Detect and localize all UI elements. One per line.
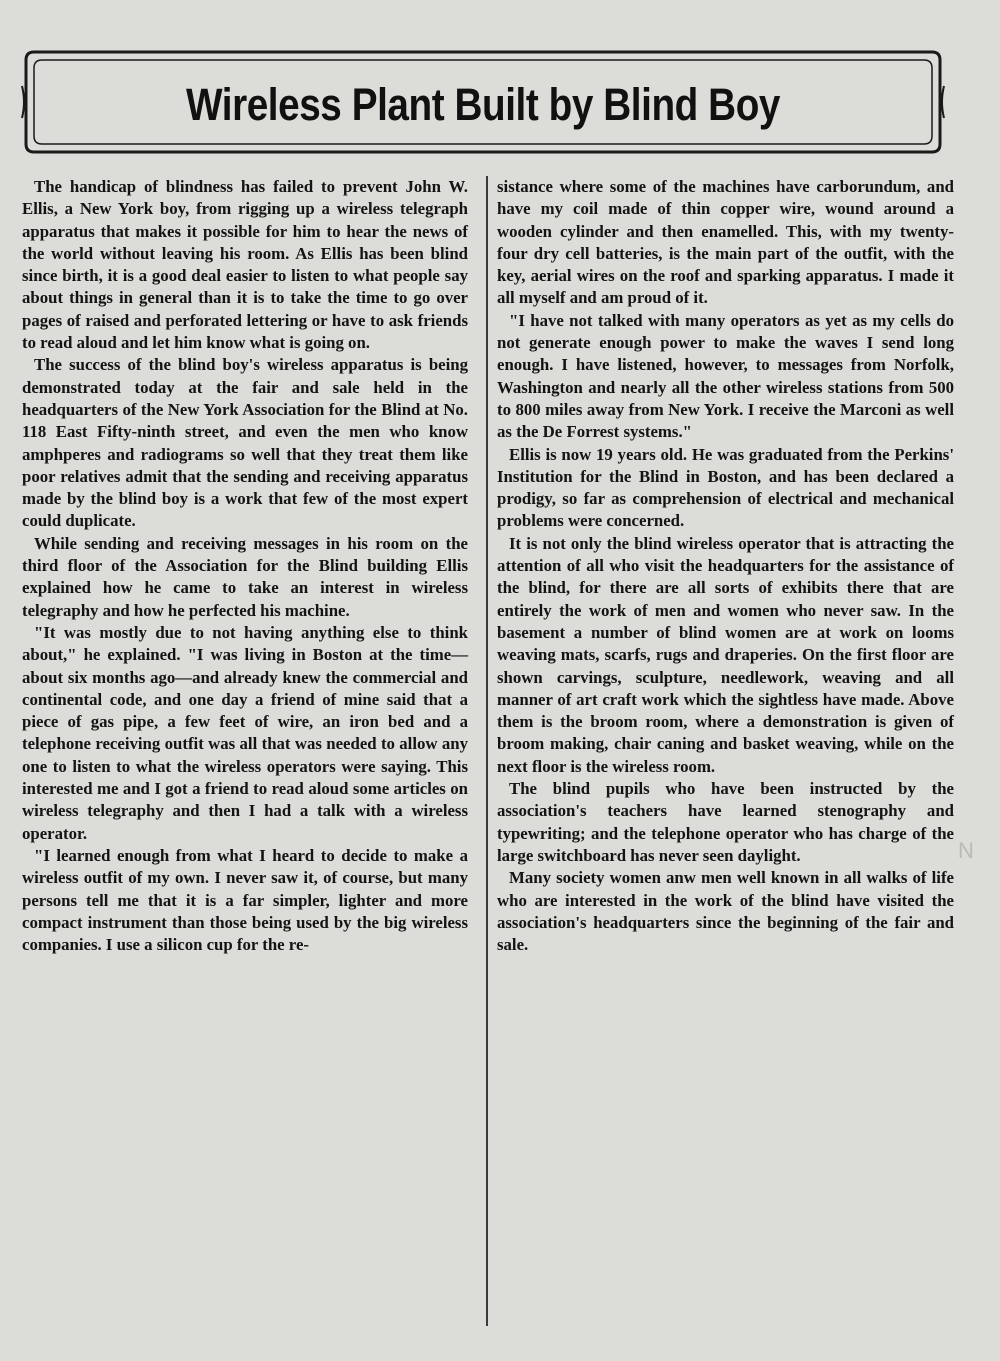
paragraph: The blind pupils who have been instructed by the association's teachers have learned stenography and typewriting; and the telephone operator who has charge of the large switchboard has never seen daylight. [497,779,954,865]
column-divider [486,176,488,1326]
paragraph: The handicap of blindness has failed to prevent John W. Ellis, a New York boy, from rigging up a wireless telegraph apparatus that makes it possible for him to hear the news of the world without leaving his room. As Ellis has been blind since birth, it is a good deal easier to listen to what people say about things in general than it is to take the time to go over pages of raised and perforated lettering or have to ask friends to read aloud and let him know what is going on. [22,177,468,353]
right-column [497,176,954,956]
paragraph: "I learned enough from what I heard to decide to make a wireless outfit of my own. I never saw it, of course, but many persons tell me that it is a far simpler, lighter and more compact instrument than those being used by the big wireless companies. I use a silicon cup for the re- [22,845,468,955]
paragraph: "I have not talked with many operators as yet as my cells do not generate enough power to make the waves I send long enough. I have listened, however, to messages from Norfolk, Washington and nearly all the other wireless stations from 500 to 800 miles away from New York. I receive the Marconi as well as the De Forrest systems." [497,310,954,442]
paragraph: While sending and receiving messages in his room on the third floor of the Association for the Blind building Ellis explained how he came to take an interest in wireless telegraphy and how he perfected his machine. [22,533,468,620]
left-column [22,176,468,956]
paragraph: It is not only the blind wireless operator that is attracting the attention of all who visit the headquarters for the assistance of the blind, for there are all sorts of exhibits there that are entirely the work of men and women who never saw. In the basement a number of blind women are at work on looms weaving mats, scarfs, rugs and draperies. On the first floor are shown carvings, sculpture, needlework, weaving and all manner of art craft work which the sightless have made. Above them is the broom room, where a demonstration is given of broom making, chair caning and basket weaving, while on the next floor is the wireless room. [497,533,954,776]
margin-mark: N [958,838,974,863]
paragraph-continued: sistance where some of the machines have carborundum, and have my coil made of thin copper wire, wound around a wooden cylinder and then enamelled. This, with my twenty-four dry cell batteries, is the main part of the outfit, with the key, aerial wires on the roof and sparking apparatus. I made it all myself and am proud of it. [497,177,954,308]
paragraph: "It was mostly due to not having anything else to think about," he explained. "I was living in Boston at the time—about six months ago—and already knew the commercial and continental code, and one day a friend of mine said that a piece of gas pipe, a few feet of wire, an iron bed and a telephone receiving outfit was all that was needed to allow any one to listen to what the wireless operators were saying. This interested me and I got a friend to read aloud some articles on wireless telegraphy and then I had a talk with a wireless operator. [22,622,468,843]
paragraph: The success of the blind boy's wireless apparatus is being demonstrated today at the fair and sale held in the headquarters of the New York Association for the Blind at No. 118 East Fifty-ninth street, and even the men who know amphperes and radiograms so well that they treat them like poor relatives admit that the sending and receiving apparatus made by the blind boy is a work that few of the most expert could duplicate. [22,355,468,531]
paragraph: Ellis is now 19 years old. He was graduated from the Perkins' Institution for the Blind in Boston, and has been declared a prodigy, so far as comprehension of electrical and mechanical problems were concerned. [497,444,954,531]
paragraph: Many society women anw men well known in all walks of life who are interested in the work of the blind have visited the association's headquarters since the beginning of the fair and sale. [497,868,954,955]
headline: Wireless Plant Built by Blind Boy [185,79,781,130]
